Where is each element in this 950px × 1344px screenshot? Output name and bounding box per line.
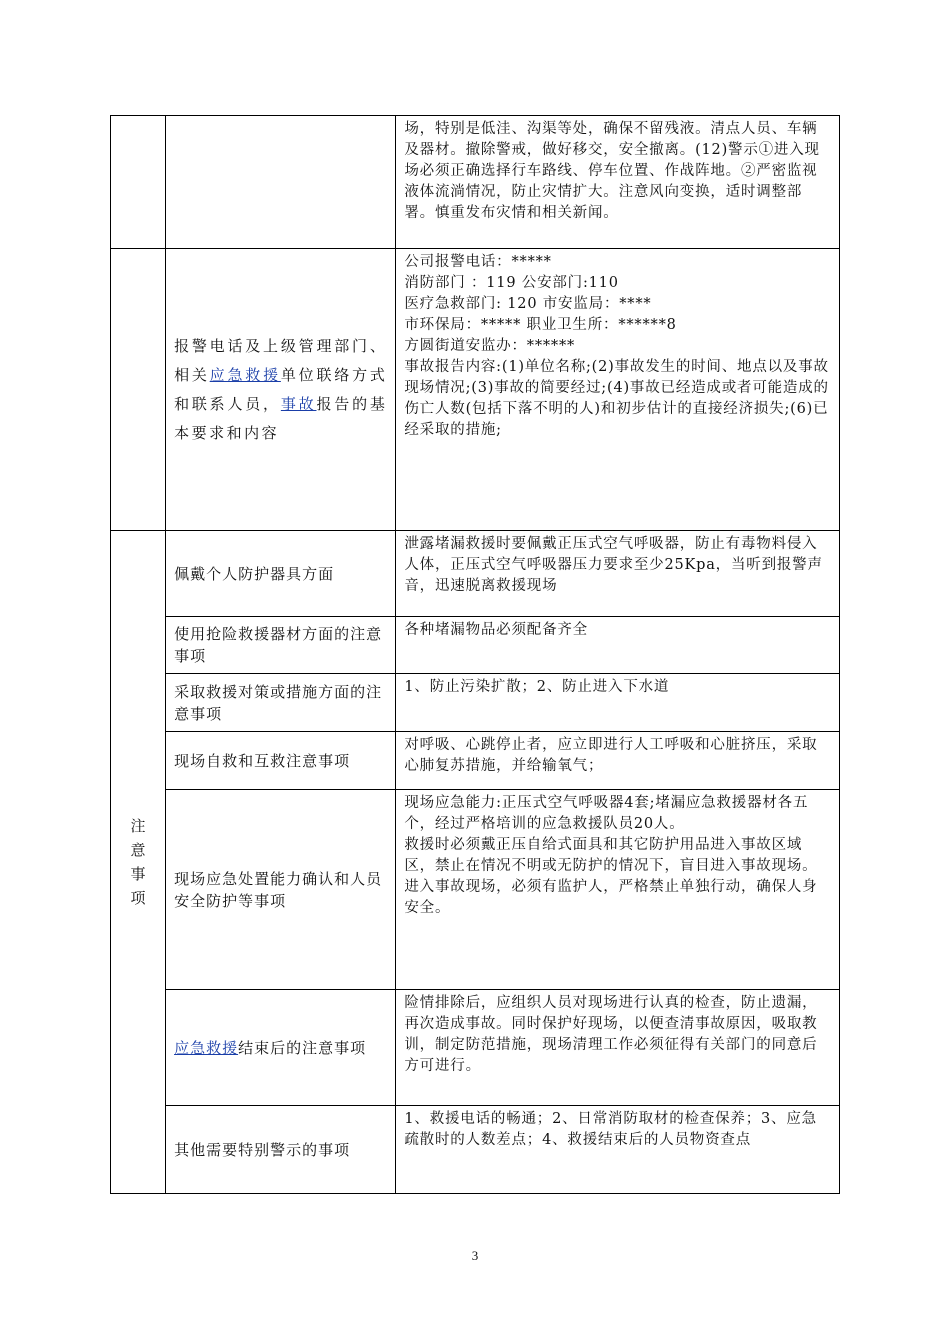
table-row: [111, 531, 840, 617]
category-cell-empty: [111, 116, 166, 249]
item-text: 报告的基本要求和内容: [174, 394, 388, 442]
table-row: [111, 249, 840, 531]
item-after-rescue: [166, 990, 396, 1106]
table-row: [111, 732, 840, 790]
page-number: 3: [471, 1248, 479, 1263]
category-label: 注意事项: [130, 817, 146, 907]
emergency-plan-table: [110, 115, 840, 1194]
row-description: 各种堵漏物品必须配备齐全: [396, 617, 840, 674]
emergency-rescue-link[interactable]: 应急救援: [209, 365, 281, 384]
table-row: [111, 674, 840, 732]
emergency-rescue-link[interactable]: 应急救援: [174, 1038, 239, 1057]
item-text: 单位联络方式和联系人员，: [174, 365, 388, 413]
accident-link[interactable]: 事故: [280, 394, 317, 413]
item-rescue-measures: 采取救援对策或措施方面的注意事项: [166, 674, 396, 732]
item-rescue-equipment: 使用抢险救援器材方面的注意事项: [166, 617, 396, 674]
row-description: 公司报警电话：***** 消防部门 ：119 公安部门:110 医疗急救部门: 120 市安监局：**** 市环保局：***** 职业卫生所：******8 方圆街道安监办：****** 事故报告内容:(1)单位名称;(2)事故发生的时间、地点以及事故现场情况;(3)事故的简要经过;(4)事故已经造成或者可能造成的伤亡人数(包括下落不明的人)和初步估计的直接经济损失;(6)已经采取的措施;: [396, 249, 840, 531]
item-cell-empty: [166, 116, 396, 249]
row-description: 险情排除后，应组织人员对现场进行认真的检查，防止遗漏，再次造成事故。同时保护好现场，以便查清事故原因，吸取教训，制定防范措施，现场清理工作必须征得有关部门的同意后方可进行。: [396, 990, 840, 1106]
item-special-warnings: 其他需要特别警示的事项: [166, 1106, 396, 1194]
row-description: 对呼吸、心跳停止者，应立即进行人工呼吸和心脏挤压，采取心肺复苏措施，并给输氧气；: [396, 732, 840, 790]
item-text: 报警电话及上级管理部门、相关: [174, 336, 388, 384]
item-protective-gear: 佩戴个人防护器具方面: [166, 531, 396, 617]
row-description: 现场应急能力:正压式空气呼吸器4套;堵漏应急救援器材各五个，经过严格培训的应急救援队员20人。 救援时必须戴正压自给式面具和其它防护用品进入事故区域区，禁止在情况不明或无防护的情况下，盲目进入事故现场。进入事故现场，必须有监护人，严格禁止单独行动，确保人身安全。: [396, 790, 840, 990]
item-onsite-capability: 现场应急处置能力确认和人员安全防护等事项: [166, 790, 396, 990]
table-row: [111, 116, 840, 249]
category-cell-empty: [111, 249, 166, 531]
table-row: [111, 790, 840, 990]
row-description: 1、救援电话的畅通；2、日常消防取材的检查保养；3、应急疏散时的人数差点；4、救援结束后的人员物资查点: [396, 1106, 840, 1194]
row-description: 场，特别是低洼、沟渠等处，确保不留残液。清点人员、车辆及器材。撤除警戒，做好移交，安全撤离。(12)警示①进入现场必须正确选择行车路线、停车位置、作战阵地。②严密监视液体流淌情况，防止灾情扩大。注意风向变换，适时调整部署。慎重发布灾情和相关新闻。: [396, 116, 840, 249]
table-row: [111, 617, 840, 674]
row-description: 1、防止污染扩散；2、防止进入下水道: [396, 674, 840, 732]
item-report-contacts: [166, 249, 396, 531]
item-text: 结束后的注意事项: [238, 1038, 367, 1057]
category-attention: [111, 531, 166, 1194]
table-row: [111, 990, 840, 1106]
row-description: 泄露堵漏救援时要佩戴正压式空气呼吸器，防止有毒物料侵入人体，正压式空气呼吸器压力要求至少25Kpa，当听到报警声音，迅速脱离救援现场: [396, 531, 840, 617]
table-row: [111, 1106, 840, 1194]
item-self-rescue: 现场自救和互救注意事项: [166, 732, 396, 790]
